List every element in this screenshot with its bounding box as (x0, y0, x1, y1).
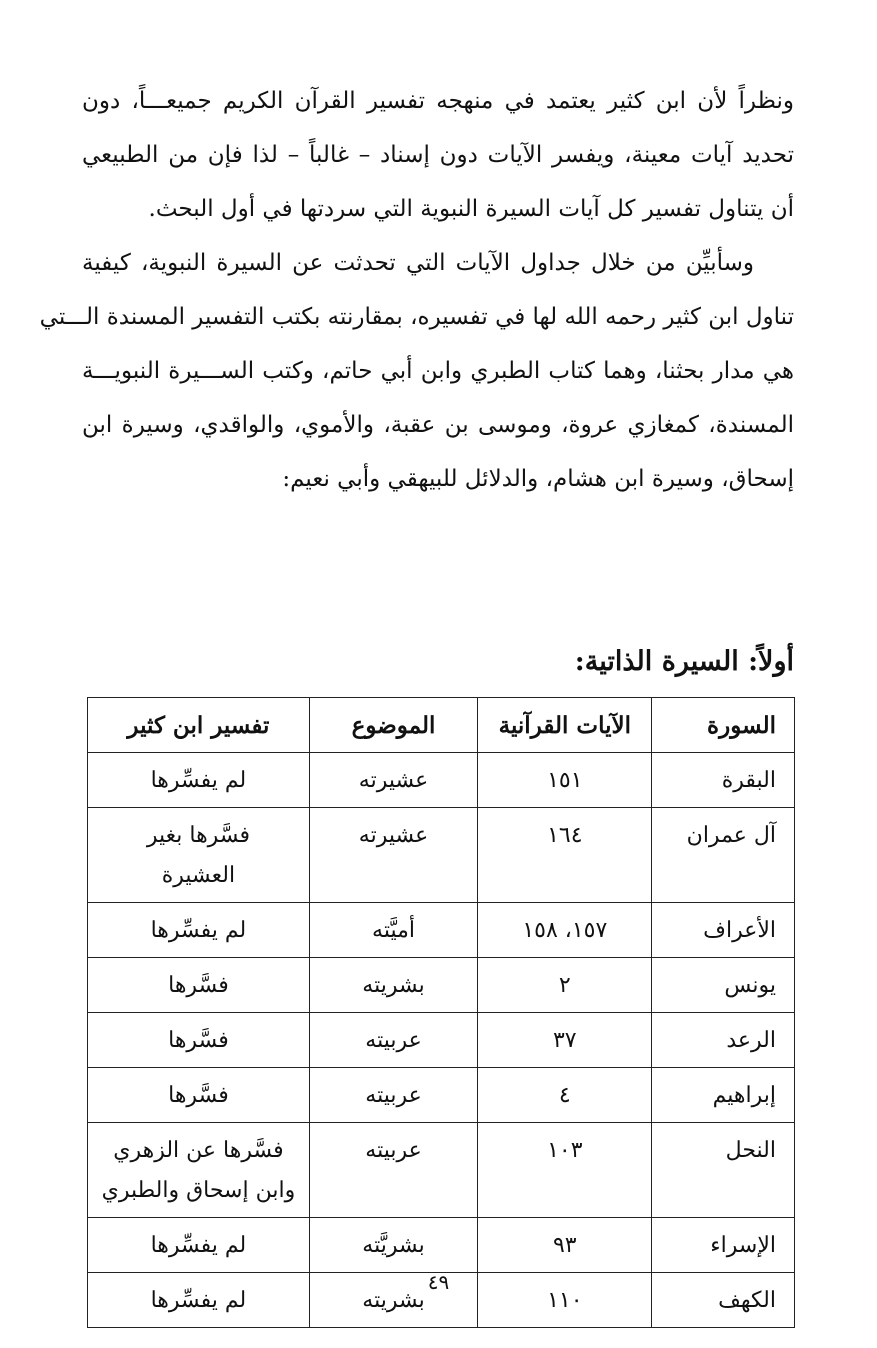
cell-tafsir-line: لم يفسِّرها (150, 1288, 247, 1313)
cell-tafsir-line: لم يفسِّرها (150, 768, 247, 793)
cell-tafsir (88, 1218, 310, 1273)
cell-sura: الكهف (652, 1273, 795, 1328)
cell-tafsir-line: وابن إسحاق والطبري (101, 1178, 296, 1203)
cell-topic: عشيرته (309, 753, 477, 808)
cell-ayat: ١٦٤ (478, 808, 652, 903)
cell-sura: الإسراء (652, 1218, 795, 1273)
cell-topic: بشريته (309, 1273, 477, 1328)
table-row (88, 958, 795, 1013)
cell-ayat: ٩٣ (478, 1218, 652, 1273)
cell-ayat: ١٠٣ (478, 1123, 652, 1218)
paragraph-1 (82, 74, 794, 236)
cell-tafsir (88, 1013, 310, 1068)
cell-ayat: ٤ (478, 1068, 652, 1123)
table-body (88, 753, 795, 1328)
table-row (88, 1123, 795, 1218)
cell-topic: أميَّته (309, 903, 477, 958)
table-row (88, 753, 795, 808)
sira-table (87, 697, 795, 1328)
paragraph-line: أن يتناول تفسير كل آيات السيرة النبوية التي سردتها في أول البحث. (148, 196, 794, 222)
cell-tafsir (88, 903, 310, 958)
header-sura: السورة (652, 698, 795, 753)
paragraph-line: هي مدار بحثنا، وهما كتاب الطبري وابن أبي حاتم، وكتب الســـيرة النبويـــة (82, 358, 794, 384)
cell-sura: النحل (652, 1123, 795, 1218)
cell-tafsir-line: فسَّرها بغير (146, 823, 250, 848)
cell-tafsir-line: لم يفسِّرها (150, 1233, 247, 1258)
cell-ayat: ١٥١ (478, 753, 652, 808)
table-row (88, 1068, 795, 1123)
header-topic: الموضوع (309, 698, 477, 753)
table-row (88, 1218, 795, 1273)
paragraph-line: تحديد آيات معينة، ويفسر الآيات دون إسناد – غالباً – لذا فإن من الطبيعي (82, 142, 794, 168)
paragraph-line: تناول ابن كثير رحمه الله لها في تفسيره، بمقارنته بكتب التفسير المسندة الـــتي (39, 304, 794, 330)
cell-tafsir-line: لم يفسِّرها (150, 918, 247, 943)
table-row (88, 903, 795, 958)
cell-tafsir-line: فسَّرها (168, 973, 229, 998)
cell-sura: الأعراف (652, 903, 795, 958)
table-row (88, 1013, 795, 1068)
cell-sura: البقرة (652, 753, 795, 808)
cell-sura: الرعد (652, 1013, 795, 1068)
header-ayat: الآيات القرآنية (478, 698, 652, 753)
paragraph-2 (39, 236, 794, 506)
cell-tafsir-line: العشيرة (161, 863, 236, 888)
table-row (88, 808, 795, 903)
section-title: أولاً: السيرة الذاتية: (574, 646, 794, 677)
paragraph-line: المسندة، كمغازي عروة، وموسى بن عقبة، والأموي، والواقدي، وسيرة ابن (82, 412, 794, 438)
cell-tafsir (88, 808, 310, 903)
cell-tafsir-line: فسَّرها عن الزهري (113, 1138, 284, 1163)
cell-tafsir-line: فسَّرها (168, 1028, 229, 1053)
cell-sura: يونس (652, 958, 795, 1013)
paragraph-line: وسأبيِّن من خلال جداول الآيات التي تحدثت عن السيرة النبوية، كيفية (82, 250, 754, 276)
cell-tafsir (88, 753, 310, 808)
cell-ayat: ١٥٧، ١٥٨ (478, 903, 652, 958)
header-tafsir: تفسير ابن كثير (88, 698, 310, 753)
table-header-row (88, 698, 795, 753)
cell-topic: عربيته (309, 1068, 477, 1123)
cell-topic: عربيته (309, 1013, 477, 1068)
cell-topic: بشريَّته (309, 1218, 477, 1273)
cell-ayat: ٣٧ (478, 1013, 652, 1068)
cell-sura: إبراهيم (652, 1068, 795, 1123)
page-number: ٤٩ (427, 1270, 450, 1294)
paragraph-line: إسحاق، وسيرة ابن هشام، والدلائل للبيهقي وأبي نعيم: (282, 466, 794, 492)
cell-tafsir (88, 1068, 310, 1123)
cell-tafsir (88, 958, 310, 1013)
paragraph-line: ونظراً لأن ابن كثير يعتمد في منهجه تفسير القرآن الكريم جميعـــاً، دون (82, 88, 794, 114)
cell-ayat: ٢ (478, 958, 652, 1013)
cell-topic: عشيرته (309, 808, 477, 903)
cell-tafsir (88, 1123, 310, 1218)
cell-topic: عربيته (309, 1123, 477, 1218)
cell-sura: آل عمران (652, 808, 795, 903)
cell-topic: بشريته (309, 958, 477, 1013)
cell-ayat: ١١٠ (478, 1273, 652, 1328)
cell-tafsir-line: فسَّرها (168, 1083, 229, 1108)
